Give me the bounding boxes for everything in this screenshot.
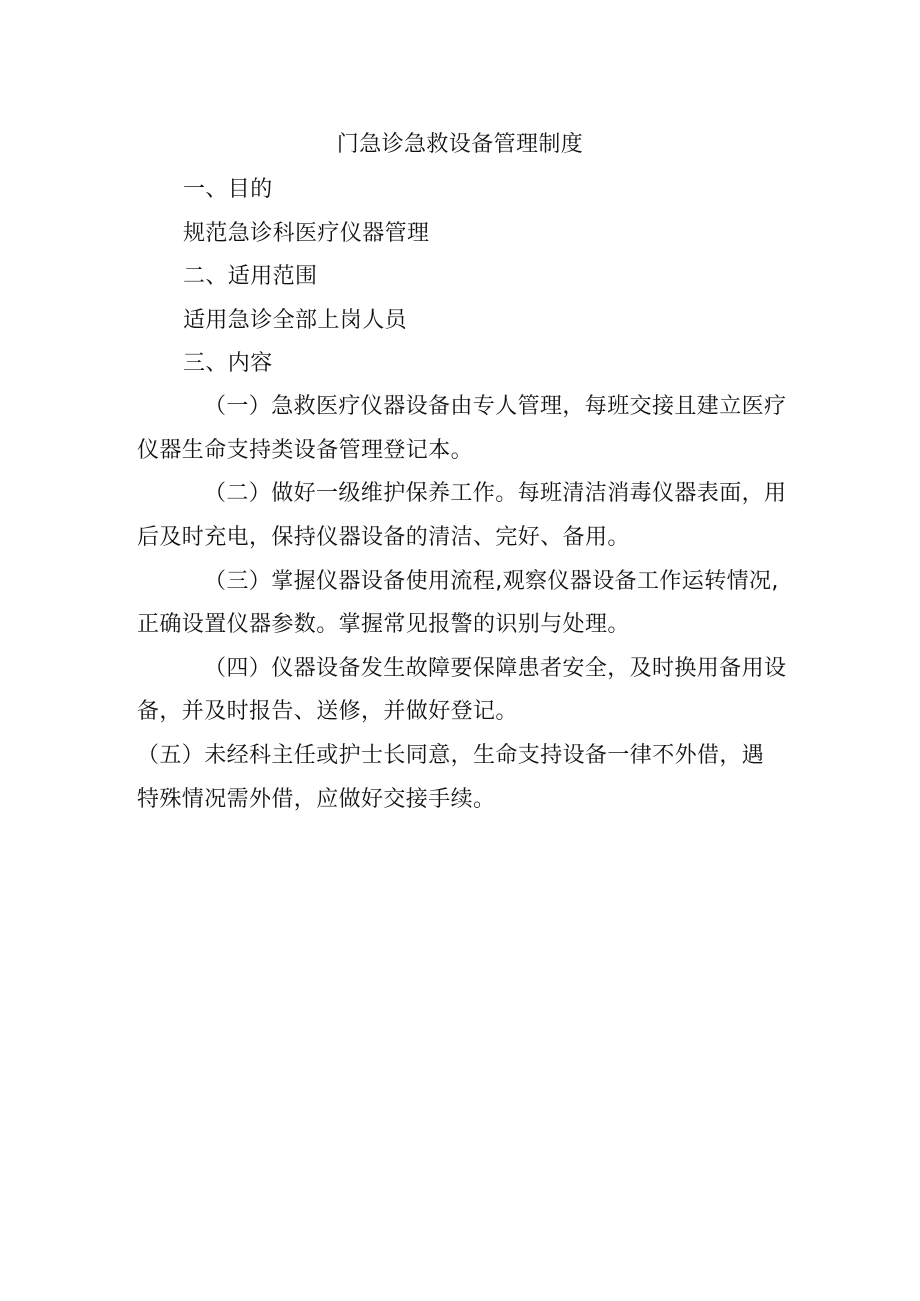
item-5-line-1: （五）未经科主任或护士长同意，生命支持设备一律不外借，遇	[137, 743, 765, 768]
item-3-line-1: （三）掌握仪器设备使用流程,观察仪器设备工作运转情况,	[204, 569, 779, 594]
item-1-line-1: （一）急救医疗仪器设备由专人管理，每班交接且建立医疗	[204, 394, 787, 419]
item-4-line-1: （四）仪器设备发生故障要保障患者安全，及时换用备用设	[204, 656, 787, 681]
document-title: 门急诊急救设备管理制度	[336, 132, 584, 157]
section-heading-content: 三、内容	[183, 351, 273, 376]
section-text-scope: 适用急诊全部上岗人员	[183, 308, 408, 333]
item-3-line-2: 正确设置仪器参数。掌握常见报警的识别与处理。	[137, 612, 630, 637]
item-2-line-2: 后及时充电，保持仪器设备的清洁、完好、备用。	[137, 525, 630, 550]
item-1-line-2: 仪器生命支持类设备管理登记本。	[137, 438, 474, 463]
section-heading-purpose: 一、目的	[183, 177, 273, 202]
item-5-line-2: 特殊情况需外借，应做好交接手续。	[137, 787, 496, 812]
section-heading-scope: 二、适用范围	[183, 264, 318, 289]
section-text-purpose: 规范急诊科医疗仪器管理	[183, 221, 430, 246]
item-4-line-2: 备，并及时报告、送修，并做好登记。	[137, 699, 518, 724]
item-2-line-1: （二）做好一级维护保养工作。每班清洁消毒仪器表面，用	[204, 481, 787, 506]
